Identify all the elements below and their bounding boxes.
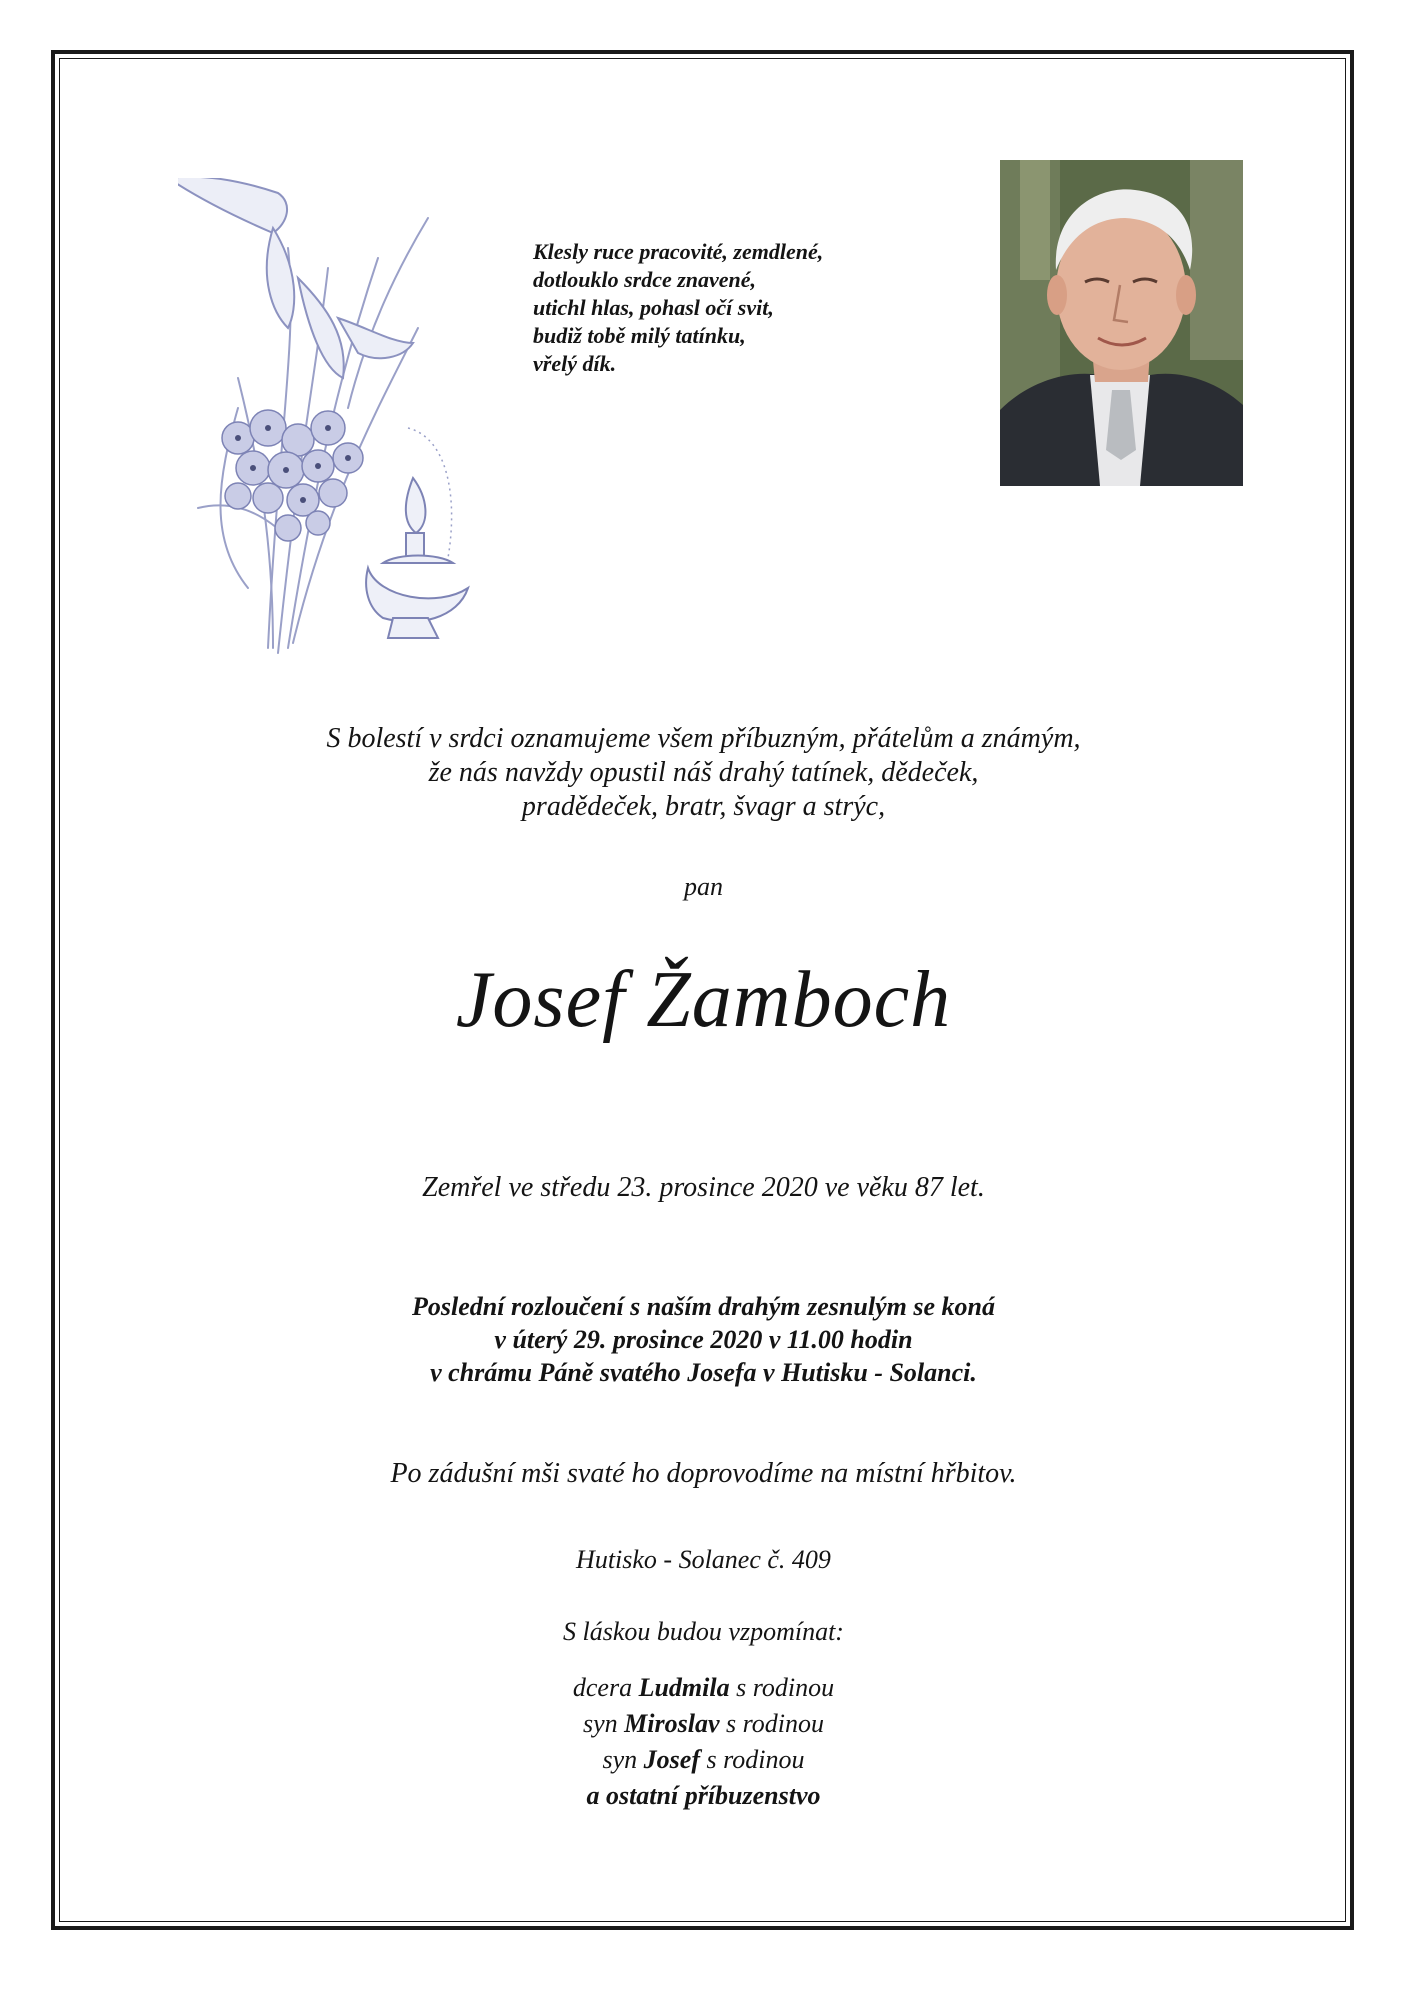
poem-line: budiž tobě milý tatínku, <box>533 323 746 348</box>
family-relation: dcera <box>572 1673 633 1702</box>
family-name: Josef <box>643 1745 700 1774</box>
intro-line: pradědeček, bratr, švagr a strýc, <box>521 791 886 822</box>
funeral-line: Poslední rozloučení s naším drahým zesnulým se koná <box>412 1292 995 1321</box>
remember-heading: S láskou budou vzpomínat: <box>563 1617 844 1646</box>
intro-line: S bolestí v srdci oznamujeme všem příbuzným, přátelům a známým, <box>326 723 1081 754</box>
honorific: pan <box>684 872 723 901</box>
poem-line: dotlouklo srdce znavené, <box>533 267 757 292</box>
family-closing <box>60 1778 1347 1814</box>
family-member <box>60 1670 1347 1706</box>
death-notice: Zemřel ve středu 23. prosince 2020 ve věku 87 let. <box>422 1172 985 1203</box>
family-relation: syn <box>582 1709 618 1738</box>
poem <box>533 238 913 378</box>
funeral-details <box>60 1290 1347 1389</box>
announcement-intro <box>60 722 1347 824</box>
family-suffix: s rodinou <box>736 1673 835 1702</box>
poem-line: utichl hlas, pohasl očí svit, <box>533 295 774 320</box>
portrait-photo <box>1000 160 1243 486</box>
mass-notice: Po zádušní mši svaté ho doprovodíme na místní hřbitov. <box>390 1458 1017 1489</box>
family-member <box>60 1706 1347 1742</box>
deceased-name: Josef Žamboch <box>455 956 952 1044</box>
funeral-line: v chrámu Páně svatého Josefa v Hutisku - Solanci. <box>430 1358 977 1387</box>
family-name: Miroslav <box>624 1709 720 1738</box>
family-suffix: s rodinou <box>726 1709 824 1738</box>
family-suffix: s rodinou <box>706 1745 805 1774</box>
family-list <box>60 1670 1347 1814</box>
poem-line: Klesly ruce pracovité, zemdlené, <box>533 239 824 264</box>
family-name: Ludmila <box>638 1673 730 1702</box>
intro-line: že nás navždy opustil náš drahý tatínek, dědeček, <box>428 757 979 788</box>
family-relation: syn <box>602 1745 638 1774</box>
family-member <box>60 1742 1347 1778</box>
address: Hutisko - Solanec č. 409 <box>576 1545 831 1574</box>
lily-lamp-illustration <box>178 178 478 663</box>
family-closing-text: a ostatní příbuzenstvo <box>586 1781 821 1810</box>
poem-line: vřelý dík. <box>533 351 617 376</box>
funeral-line: v úterý 29. prosince 2020 v 11.00 hodin <box>494 1325 913 1354</box>
